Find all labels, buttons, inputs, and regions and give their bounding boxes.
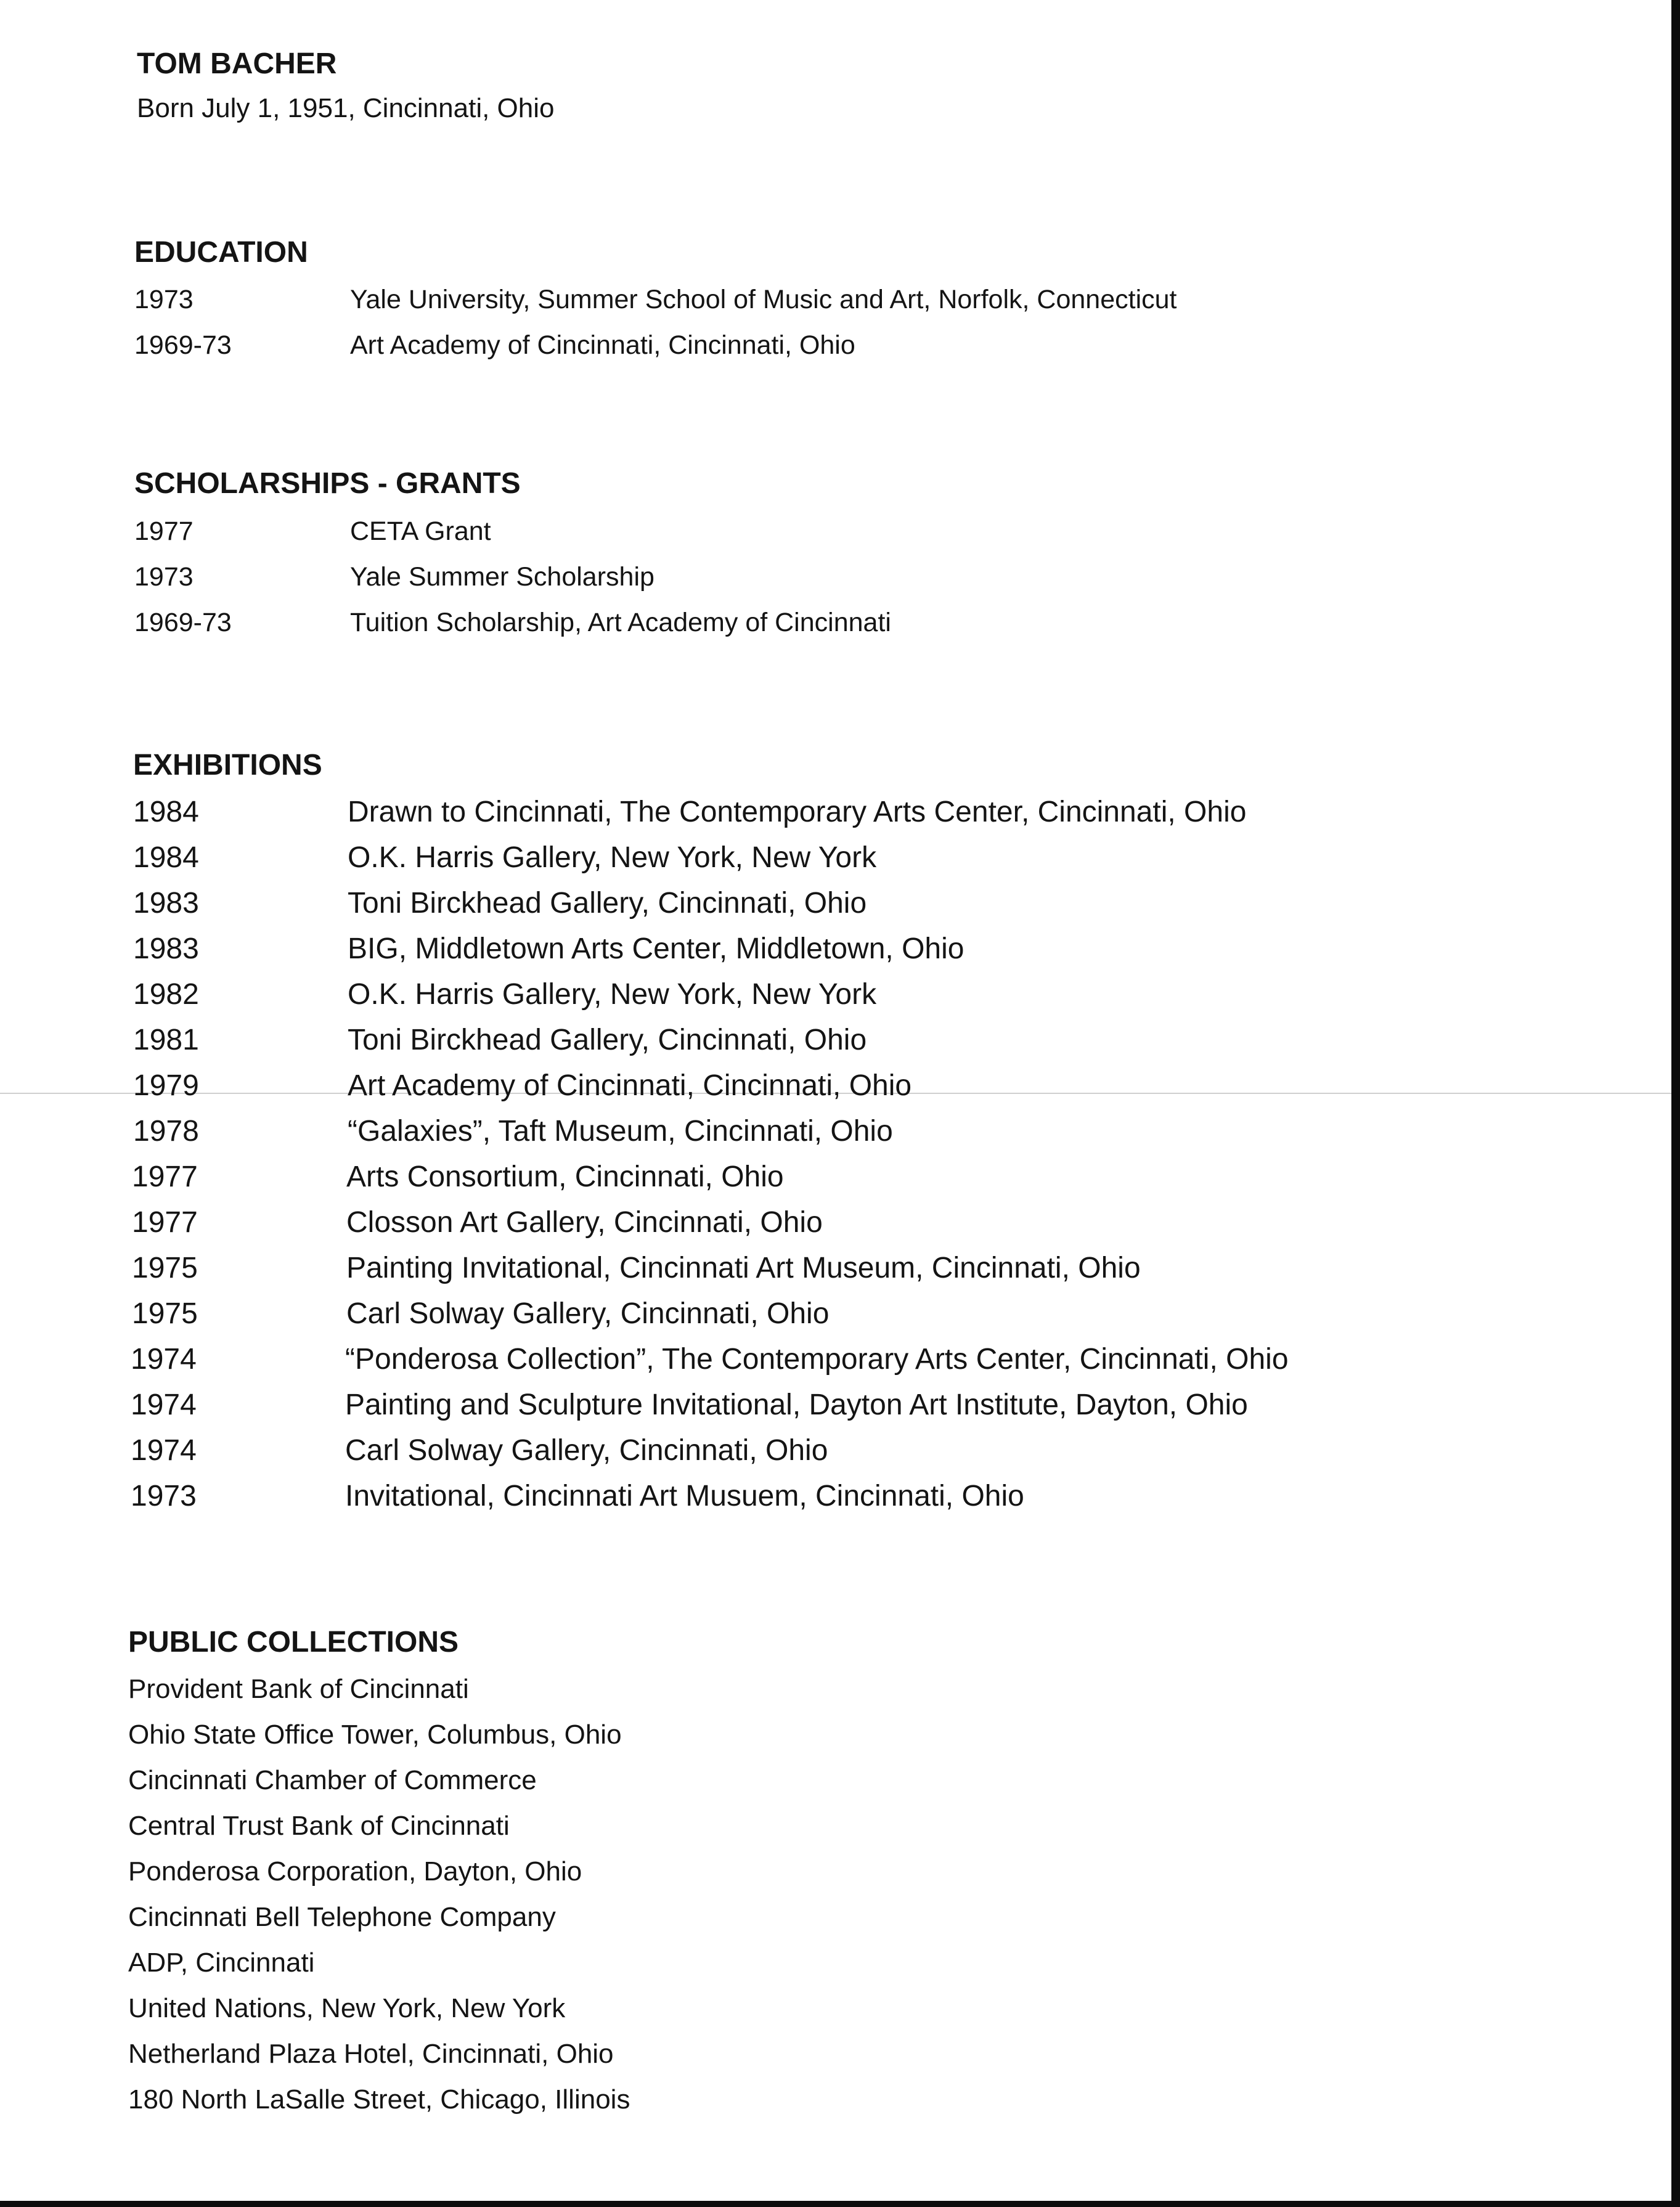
- entry-year: 1974: [131, 1434, 197, 1467]
- collections-heading: PUBLIC COLLECTIONS: [128, 1626, 459, 1658]
- artist-name: TOM BACHER: [137, 47, 337, 80]
- entry-year: 1983: [133, 887, 199, 920]
- entry-year: 1974: [131, 1343, 197, 1376]
- scholarships-heading: SCHOLARSHIPS - GRANTS: [134, 467, 521, 500]
- collection-item: Ohio State Office Tower, Columbus, Ohio: [128, 1720, 622, 1750]
- exhibitions-heading: EXHIBITIONS: [133, 749, 322, 781]
- entry-text: Tuition Scholarship, Art Academy of Cincinnati: [350, 608, 891, 637]
- entry-year: 1978: [133, 1115, 199, 1148]
- entry-text: Invitational, Cincinnati Art Musuem, Cincinnati, Ohio: [345, 1480, 1024, 1512]
- birth-info: Born July 1, 1951, Cincinnati, Ohio: [137, 93, 555, 123]
- entry-text: Carl Solway Gallery, Cincinnati, Ohio: [346, 1297, 830, 1330]
- entry-text: Drawn to Cincinnati, The Contemporary Arts Center, Cincinnati, Ohio: [348, 796, 1247, 828]
- collection-item: Cincinnati Bell Telephone Company: [128, 1902, 556, 1932]
- entry-text: Yale Summer Scholarship: [350, 562, 654, 592]
- entry-year: 1984: [133, 796, 199, 828]
- collection-item: ADP, Cincinnati: [128, 1948, 315, 1978]
- entry-text: Closson Art Gallery, Cincinnati, Ohio: [346, 1206, 823, 1239]
- entry-text: Painting and Sculpture Invitational, Dayton Art Institute, Dayton, Ohio: [345, 1389, 1248, 1421]
- entry-text: BIG, Middletown Arts Center, Middletown, Ohio: [348, 932, 964, 965]
- page-edge-shadow-bottom: [0, 2201, 1680, 2207]
- entry-text: O.K. Harris Gallery, New York, New York: [348, 841, 877, 874]
- entry-year: 1973: [134, 562, 194, 592]
- entry-year: 1983: [133, 932, 199, 965]
- entry-text: Arts Consortium, Cincinnati, Ohio: [346, 1161, 784, 1193]
- entry-year: 1977: [132, 1161, 198, 1193]
- collection-item: Central Trust Bank of Cincinnati: [128, 1811, 510, 1841]
- entry-year: 1969-73: [134, 608, 232, 637]
- entry-year: 1973: [131, 1480, 197, 1512]
- collection-item: 180 North LaSalle Street, Chicago, Illinois: [128, 2084, 630, 2115]
- entry-year: 1982: [133, 978, 199, 1011]
- entry-text: Toni Birckhead Gallery, Cincinnati, Ohio: [348, 1024, 867, 1056]
- entry-text: Carl Solway Gallery, Cincinnati, Ohio: [345, 1434, 828, 1467]
- entry-year: 1974: [131, 1389, 197, 1421]
- entry-year: 1973: [134, 285, 194, 314]
- collection-item: Provident Bank of Cincinnati: [128, 1674, 469, 1704]
- entry-year: 1984: [133, 841, 199, 874]
- entry-year: 1975: [132, 1252, 198, 1284]
- education-heading: EDUCATION: [134, 236, 308, 269]
- entry-text: CETA Grant: [350, 516, 491, 546]
- collection-item: United Nations, New York, New York: [128, 1993, 566, 2023]
- entry-year: 1981: [133, 1024, 199, 1056]
- collection-item: Ponderosa Corporation, Dayton, Ohio: [128, 1856, 582, 1887]
- entry-text: O.K. Harris Gallery, New York, New York: [348, 978, 877, 1011]
- entry-year: 1969-73: [134, 330, 232, 360]
- entry-year: 1977: [134, 516, 194, 546]
- entry-text: Art Academy of Cincinnati, Cincinnati, Ohio: [350, 330, 855, 360]
- entry-text: “Ponderosa Collection”, The Contemporary Arts Center, Cincinnati, Ohio: [345, 1343, 1289, 1376]
- entry-year: 1979: [133, 1069, 199, 1102]
- entry-text: Toni Birckhead Gallery, Cincinnati, Ohio: [348, 887, 867, 920]
- entry-year: 1975: [132, 1297, 198, 1330]
- entry-text: Art Academy of Cincinnati, Cincinnati, Ohio: [348, 1069, 912, 1102]
- page-edge-shadow-right: [1671, 0, 1680, 2207]
- collection-item: Cincinnati Chamber of Commerce: [128, 1765, 537, 1795]
- entry-year: 1977: [132, 1206, 198, 1239]
- entry-text: Painting Invitational, Cincinnati Art Museum, Cincinnati, Ohio: [346, 1252, 1141, 1284]
- entry-text: “Galaxies”, Taft Museum, Cincinnati, Ohio: [348, 1115, 893, 1148]
- entry-text: Yale University, Summer School of Music and Art, Norfolk, Connecticut: [350, 285, 1177, 314]
- collection-item: Netherland Plaza Hotel, Cincinnati, Ohio: [128, 2039, 614, 2069]
